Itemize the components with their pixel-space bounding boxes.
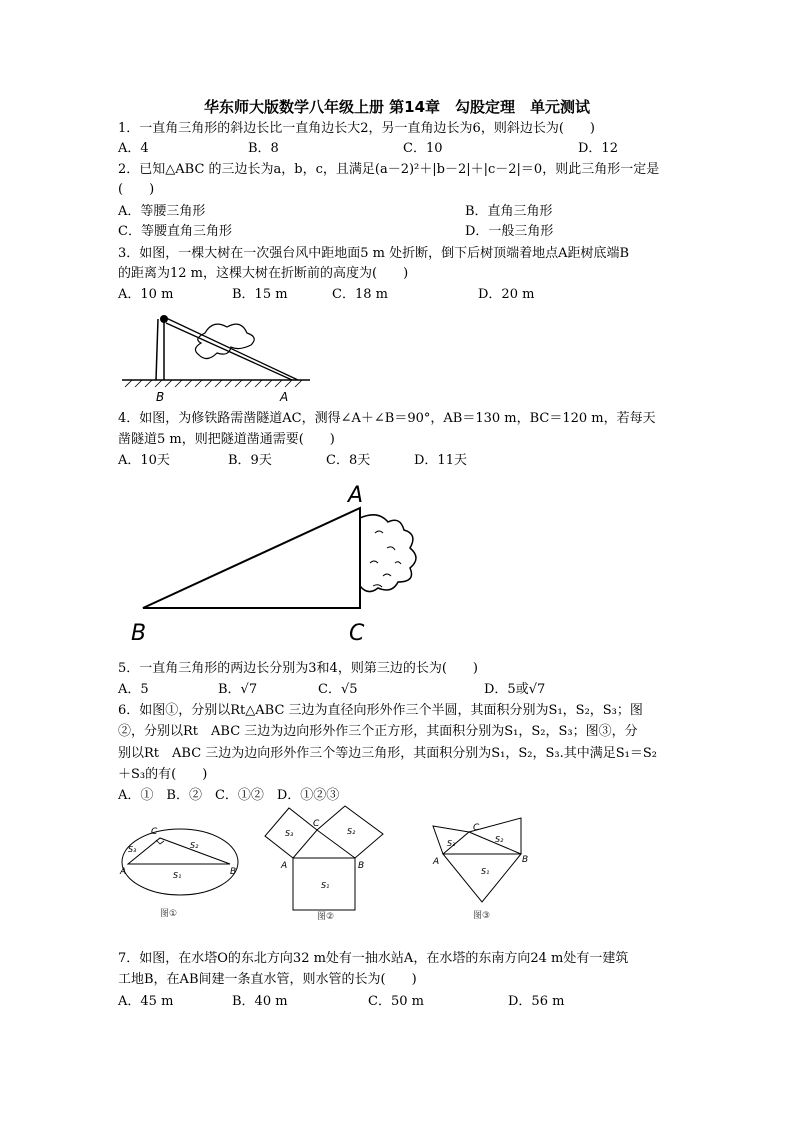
fig2-s1: S₁ bbox=[321, 881, 330, 890]
q5-option-b: B．√7 bbox=[218, 682, 258, 697]
fig2-s2: S₂ bbox=[347, 827, 356, 836]
question-6-line1: 6．如图①，分别以Rt△ABC 三边为直径向形外作三个半圆，其面积分别为S₁，S₂，S₃；图 bbox=[118, 703, 643, 718]
question-7-stem-line2: 工地B，在AB间建一条直水管，则水管的长为( ) bbox=[118, 972, 417, 987]
q3-option-b: B．15 m bbox=[232, 287, 288, 302]
q1-option-a: A．4 bbox=[118, 141, 149, 156]
mountain-texture bbox=[370, 531, 401, 587]
label-b: B bbox=[156, 390, 165, 404]
q3-option-d: D．20 m bbox=[478, 287, 535, 302]
label-b: B bbox=[131, 621, 147, 646]
question-4-stem-line1: 4．如图，为修铁路需凿隧道AC，测得∠A＋∠B＝90°，AB＝130 m，BC＝120 m，若每天 bbox=[118, 411, 656, 426]
mountain bbox=[360, 515, 416, 592]
q3-option-c: C．18 m bbox=[332, 287, 388, 302]
fig3-label-b: B bbox=[522, 855, 529, 865]
q1-option-d: D．12 bbox=[578, 141, 618, 156]
q7-option-c: C．50 m bbox=[368, 994, 424, 1009]
fig1-s2: S₂ bbox=[190, 841, 199, 850]
q5-option-d: D．5或√7 bbox=[484, 682, 546, 697]
tree-trunk bbox=[156, 319, 164, 380]
question-1-stem: 1．一直角三角形的斜边长比一直角边长大2，另一直角边长为6，则斜边长为( ) bbox=[118, 121, 595, 136]
q7-option-a: A．45 m bbox=[118, 994, 174, 1009]
question-6-line3: 别以Rt ABC 三边为边向形外作三个等边三角形，其面积分别为S₁，S₂，S₃.其中满足S₁＝S₂ bbox=[118, 746, 657, 761]
q6-options: A．① B．② C．①② D．①②③ bbox=[118, 788, 340, 803]
q4-option-a: A．10天 bbox=[118, 453, 170, 468]
question-3-stem-line1: 3．如图，一棵大树在一次强台风中距地面5 m 处折断，倒下后树顶端着地点A距树底端B bbox=[118, 246, 630, 261]
fig3-label-a: A bbox=[433, 857, 440, 867]
q7-option-b: B．40 m bbox=[232, 994, 288, 1009]
figure-2-squares bbox=[255, 810, 395, 922]
fig2-s3: S₃ bbox=[285, 829, 294, 838]
fig1-label-b: B bbox=[230, 867, 237, 877]
triangle-abc bbox=[143, 508, 360, 608]
q4-option-b: B．9天 bbox=[228, 453, 272, 468]
question-2-stem-line2: ( ) bbox=[118, 182, 155, 197]
fig3-label-c: C bbox=[473, 823, 480, 833]
q2-option-b: B．直角三角形 bbox=[465, 204, 553, 219]
fig3-s1: S₁ bbox=[481, 867, 490, 876]
q4-option-c: C．8天 bbox=[326, 453, 371, 468]
q1-option-c: C．10 bbox=[403, 141, 443, 156]
label-a: A bbox=[280, 390, 289, 404]
figure-3-triangles bbox=[425, 818, 535, 922]
figure-1-semicircles bbox=[118, 820, 248, 920]
q2-option-a: A．等腰三角形 bbox=[118, 204, 206, 219]
fig2-label-c: C bbox=[313, 819, 320, 829]
q7-option-d: D．56 m bbox=[508, 994, 565, 1009]
ground-hatching bbox=[125, 380, 302, 387]
label-c: C bbox=[349, 621, 365, 646]
question-5-stem: 5．一直角三角形的两边长分别为3和4，则第三边的长为( ) bbox=[118, 661, 478, 676]
label-a: A bbox=[348, 483, 364, 508]
question-6-line4: ＋S₃的有( ) bbox=[118, 767, 208, 782]
question-3-stem-line2: 的距离为12 m，这棵大树在折断前的高度为( ) bbox=[118, 266, 409, 281]
q5-option-a: A．5 bbox=[118, 682, 149, 697]
question-7-stem-line1: 7．如图，在水塔O的东北方向32 m处有一抽水站A，在水塔的东南方向24 m处有一建筑 bbox=[118, 951, 629, 966]
tunnel-figure bbox=[125, 478, 425, 658]
question-4-stem-line2: 凿隧道5 m，则把隧道凿通需要( ) bbox=[118, 432, 335, 447]
caption-figure-3: 图③ bbox=[473, 911, 491, 921]
fig3-s2: S₂ bbox=[495, 835, 504, 844]
question-6-line2: ②，分别以Rt ABC 三边为边向形外作三个正方形，其面积分别为S₁，S₂，S₃；图③，分 bbox=[118, 724, 638, 739]
fig1-s1: S₁ bbox=[173, 871, 182, 880]
caption-figure-1: 图① bbox=[160, 909, 178, 919]
caption-figure-2: 图② bbox=[317, 912, 335, 922]
q2-option-d: D．一般三角形 bbox=[465, 224, 554, 239]
q2-option-c: C．等腰直角三角形 bbox=[118, 224, 232, 239]
fig2-label-a: A bbox=[281, 861, 288, 871]
q5-option-c: C．√5 bbox=[318, 682, 358, 697]
fig2-label-b: B bbox=[358, 861, 365, 871]
question-2-stem-line1: 2．已知△ABC 的三边长为a，b，c，且满足(a－2)²＋|b－2|＋|c－2|＝0，则此三角形一定是 bbox=[118, 162, 660, 177]
q3-option-a: A．10 m bbox=[118, 287, 174, 302]
tree-figure bbox=[120, 305, 320, 405]
fig1-label-c: C bbox=[151, 827, 158, 837]
fig1-label-a: A bbox=[120, 867, 127, 877]
q4-option-d: D．11天 bbox=[414, 453, 467, 468]
page-title: 华东师大版数学八年级上册 第14章 勾股定理 单元测试 bbox=[203, 98, 591, 116]
q1-option-b: B．8 bbox=[248, 141, 279, 156]
tree-crown bbox=[195, 324, 254, 358]
fig3-s3: S₃ bbox=[447, 839, 456, 848]
fig1-s3: S₃ bbox=[128, 845, 137, 854]
